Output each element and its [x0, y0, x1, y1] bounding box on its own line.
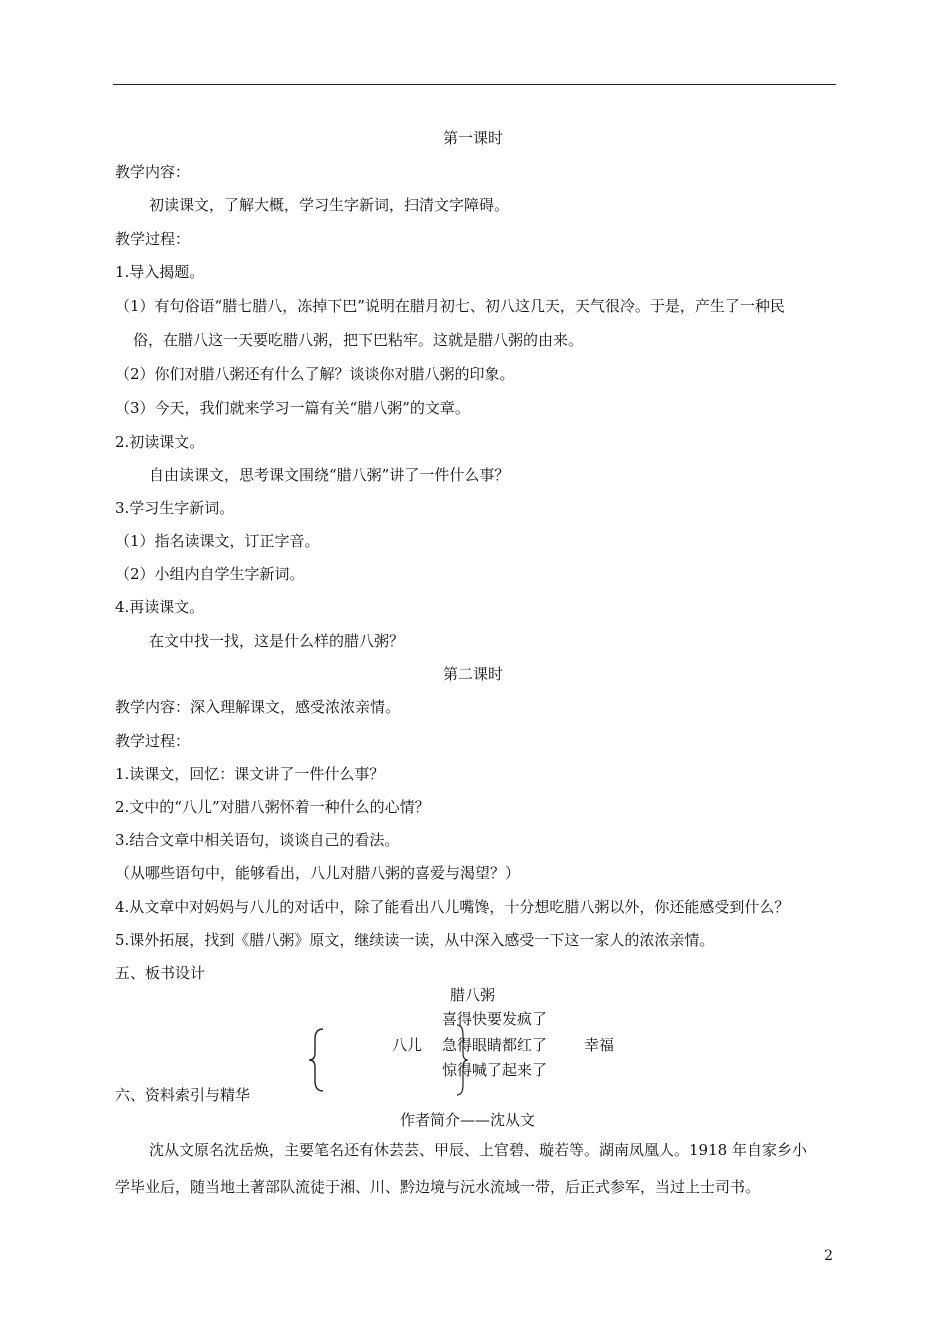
lesson2-content: 教学内容：深入理解课文，感受浓浓亲情。	[115, 698, 401, 716]
lesson2-step2: 2.文中的“八儿”对腊八粥怀着一种什么的心情？	[115, 798, 430, 816]
lesson2-step3-a: （从哪些语句中，能够看出，八儿对腊八粥的喜爱与渴望？）	[115, 864, 521, 882]
lesson1-title: 第一课时	[443, 129, 504, 147]
lesson1-step2: 2.初读课文。	[115, 433, 205, 451]
lesson1-step3-b: （2）小组内自学生字新词。	[115, 565, 305, 583]
left-brace-icon	[307, 1027, 325, 1093]
references-heading: 六、资料索引与精华	[115, 1086, 251, 1104]
lesson1-step3-a: （1）指名读课文，订正字音。	[115, 532, 320, 550]
board-line2: 急得眼睛都红了	[442, 1036, 548, 1054]
lesson1-step1: 1.导入揭题。	[115, 263, 205, 281]
lesson2-process-label: 教学过程：	[115, 732, 191, 750]
lesson1-step1-b: （2）你们对腊八粥还有什么了解？谈谈你对腊八粥的印象。	[115, 365, 515, 383]
lesson1-step3: 3.学习生字新词。	[115, 499, 235, 517]
lesson1-step1-a-line2: 俗，在腊八这一天要吃腊八粥，把下巴粘牢。这就是腊八粥的由来。	[133, 331, 584, 349]
lesson1-step1-a-line1: （1）有句俗语“腊七腊八，冻掉下巴”说明在腊月初七、初八这几天，天气很冷。于是，产生了一种民	[115, 297, 785, 315]
references-subtitle: 作者简介——沈从文	[400, 1111, 536, 1129]
lesson2-title: 第二课时	[443, 665, 504, 683]
references-paragraph-line2: 学毕业后，随当地土著部队流徒于湘、川、黔边境与沅水流域一带，后正式参军，当过上士司书。	[115, 1178, 761, 1196]
board-title: 腊八粥	[450, 986, 496, 1004]
board-subject: 八儿	[392, 1036, 423, 1054]
lesson1-step4: 4.再读课文。	[115, 598, 205, 616]
header-rule	[113, 84, 836, 85]
lesson1-step1-c: （3）今天，我们就来学习一篇有关“腊八粥”的文章。	[115, 399, 470, 417]
lesson2-step3: 3.结合文章中相关语句，谈谈自己的看法。	[115, 831, 400, 849]
references-paragraph-line1: 沈从文原名沈岳焕，主要笔名还有休芸芸、甲辰、上官碧、璇若等。湖南凤凰人。1918 年自家乡小	[149, 1141, 807, 1159]
board-line1: 喜得快要发疯了	[442, 1010, 548, 1028]
lesson1-step4-a: 在文中找一找，这是什么样的腊八粥？	[149, 632, 405, 650]
lesson2-step5: 5.课外拓展，找到《腊八粥》原文，继续读一读，从中深入感受一下这一家人的浓浓亲情。	[115, 931, 715, 949]
lesson1-content-label: 教学内容：	[115, 163, 191, 181]
lesson2-step4: 4.从文章中对妈妈与八儿的对话中，除了能看出八儿嘴馋，十分想吃腊八粥以外，你还能感受到什么？	[115, 898, 790, 916]
board-heading: 五、板书设计	[115, 964, 206, 982]
lesson1-process-label: 教学过程：	[115, 230, 191, 248]
board-result: 幸福	[584, 1036, 615, 1054]
board-line3: 惊得喊了起来了	[442, 1061, 548, 1079]
lesson1-step2-a: 自由读课文，思考课文围绕“腊八粥”讲了一件什么事？	[149, 466, 510, 484]
lesson2-step1: 1.读课文，回忆：课文讲了一件什么事？	[115, 765, 385, 783]
lesson1-content: 初读课文，了解大概，学习生字新词，扫清文字障碍。	[149, 196, 510, 214]
page-number: 2	[824, 1248, 833, 1264]
right-brace-icon	[455, 1023, 469, 1097]
